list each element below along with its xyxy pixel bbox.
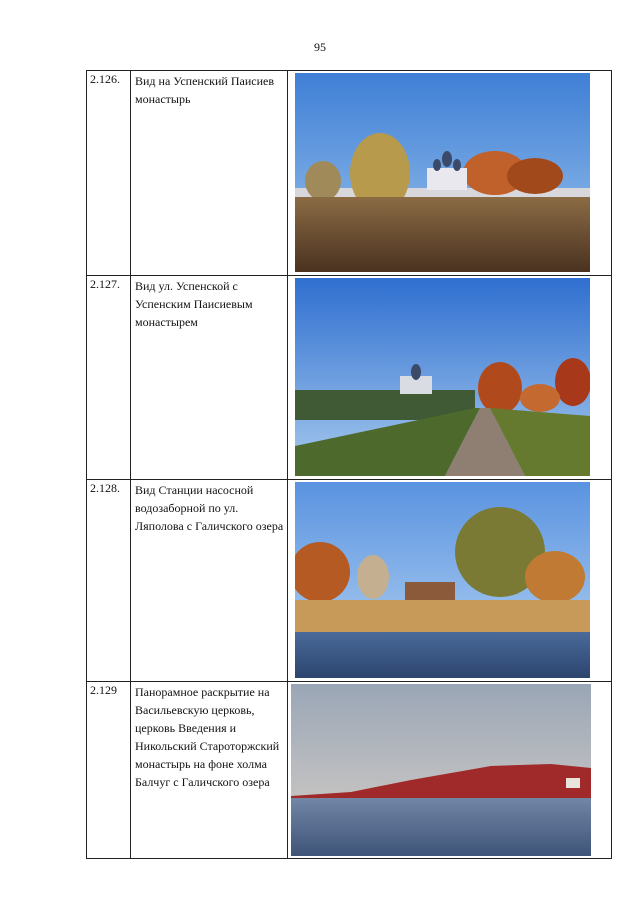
row-number: 2.127.	[87, 276, 131, 480]
table-row	[87, 71, 612, 276]
row-number: 2.128.	[87, 480, 131, 682]
photo-table	[86, 70, 612, 859]
row-number: 2.129	[87, 682, 131, 859]
photo-pumping-station	[295, 482, 590, 678]
row-description: Вид на Успенский Паисиев монастырь	[131, 71, 288, 276]
table-row	[87, 682, 612, 859]
page-number: 95	[314, 40, 326, 54]
table-row	[87, 276, 612, 480]
photo-cell	[288, 682, 612, 859]
row-description: Панорамное раскрытие на Васильевскую церковь, церковь Введения и Никольский Староторжский монастырь на фоне холма Балчуг с Галичского озера	[131, 682, 288, 859]
row-number: 2.126.	[87, 71, 131, 276]
photo-lake-panorama	[291, 684, 591, 856]
table-row	[87, 480, 612, 682]
photo-cell	[288, 276, 612, 480]
row-description: Вид ул. Успенской с Успенским Паисиевым монастырем	[131, 276, 288, 480]
row-description: Вид Станции насосной водозаборной по ул. Ляполова с Галичского озера	[131, 480, 288, 682]
photo-monastery-view	[295, 73, 590, 272]
photo-cell	[288, 71, 612, 276]
photo-cell	[288, 480, 612, 682]
photo-uspenskaya-street	[295, 278, 590, 476]
